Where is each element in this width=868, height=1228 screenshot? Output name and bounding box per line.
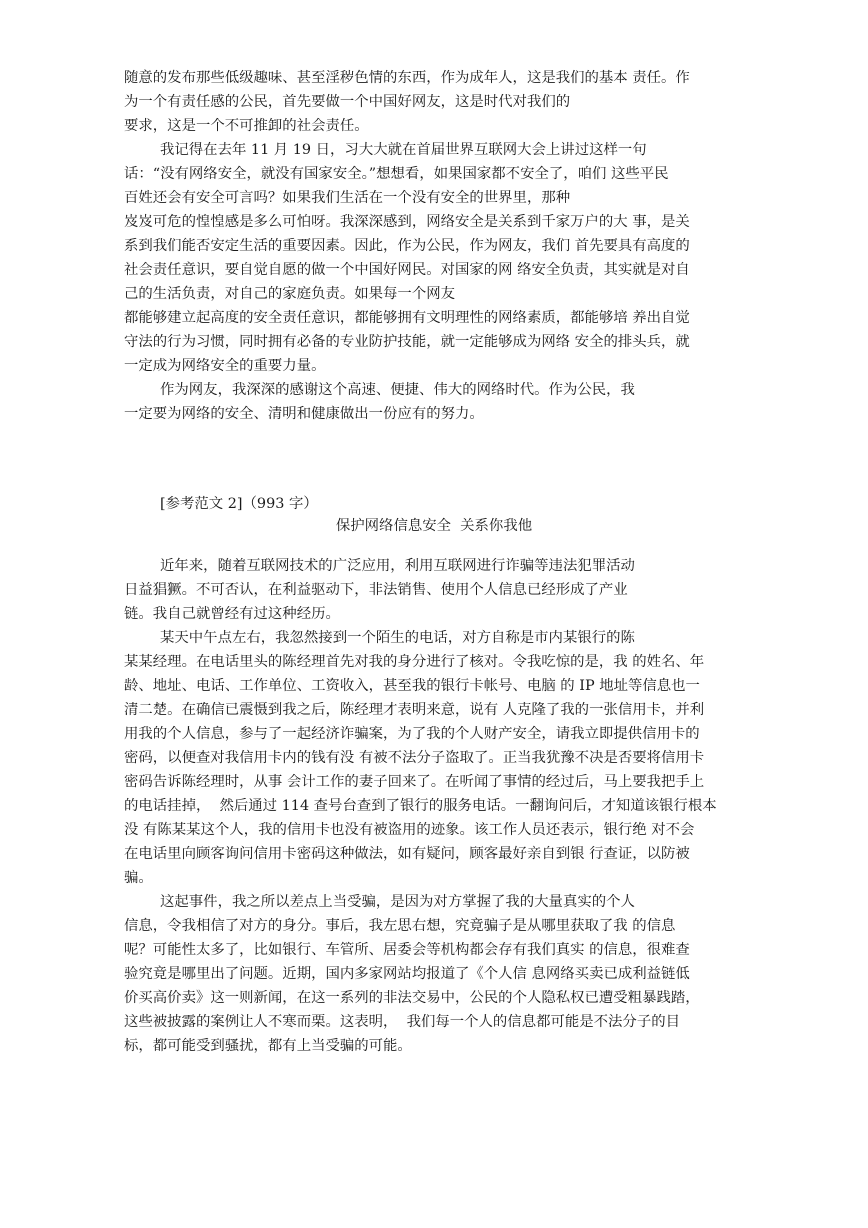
paragraph-line: 清二楚。在确信已震慑到我之后，陈经理才表明来意，说有 人克隆了我的一张信用卡，并利 (124, 702, 705, 718)
paragraph-line: 在电话里向顾客询问信用卡密码这种做法，如有疑问，顾客最好亲自到银 行查证，以防被 (124, 846, 690, 862)
paragraph-line: 系到我们能否安定生活的重要因素。因此，作为公民，作为网友，我们 首先要具有高度的 (124, 238, 690, 254)
paragraph-line: 一定要为网络的安全、清明和健康做出一份应有的努力。 (124, 406, 484, 422)
paragraph-line: 价买高价卖》这一则新闻，在这一系列的非法交易中，公民的个人隐私权已遭受粗暴践踏， (124, 990, 700, 1006)
paragraph-line: 某某经理。在电话里头的陈经理首先对我的身分进行了核对。令我吃惊的是，我 的姓名、年 (124, 654, 705, 670)
paragraph-line: 岌岌可危的惶惶感是多么可怕呀。我深深感到，网络安全是关系到千家万户的大 事，是关 (124, 214, 690, 230)
reference-label: [参考范文 2]（993 字） (160, 496, 318, 512)
paragraph-line: 日益猖獗。不可否认，在利益驱动下，非法销售、使用个人信息已经形成了产业 (124, 582, 628, 598)
paragraph-line: 用我的个人信息，参与了一起经济诈骗案，为了我的个人财产安全，请我立即提供信用卡的 (124, 726, 700, 742)
paragraph-line: 信息，令我相信了对方的身分。事后，我左思右想，究竟骗子是从哪里获取了我 的信息 (124, 918, 676, 934)
essay-title: 保护网络信息安全 关系你我他 (335, 518, 533, 534)
paragraph-line: 社会责任意识，要自觉自愿的做一个中国好网民。对国家的网 络安全负责，其实就是对自 (124, 262, 690, 278)
paragraph-line: 随意的发布那些低级趣味、甚至淫秽色情的东西，作为成年人，这是我们的基本 责任。作 (124, 70, 690, 86)
paragraph-line: 为一个有责任感的公民，首先要做一个中国好网友，这是时代对我们的 (124, 94, 571, 110)
paragraph-line: 没 有陈某某这个人，我的信用卡也没有被盗用的迹象。该工作人员还表示，银行绝 对不会 (124, 822, 695, 838)
paragraph-line: 都能够建立起高度的安全责任意识，都能够拥有文明理性的网络素质，都能够培 养出自觉 (124, 310, 690, 326)
paragraph-line: 守法的行为习惯，同时拥有必备的专业防护技能，就一定能够成为网络 安全的排头兵，就 (124, 334, 690, 350)
paragraph-line: 呢？可能性太多了，比如银行、车管所、居委会等机构都会存有我们真实 的信息，很难查 (124, 942, 690, 958)
paragraph-line: 骗。 (124, 870, 153, 886)
paragraph-line: 百姓还会有安全可言吗？如果我们生活在一个没有安全的世界里，那种 (124, 190, 571, 206)
paragraph-line: 话：“没有网络安全，就没有国家安全。”想想看，如果国家都不安全了，咱们 这些平民 (124, 166, 669, 182)
paragraph-line: 密码，以便查对我信用卡内的钱有没 有被不法分子盗取了。正当我犹豫不决是否要将信用卡 (124, 750, 705, 766)
paragraph-line: 龄、地址、电话、工作单位、工资收入，甚至我的银行卡帐号、电脑 的 IP 地址等信息也一 (124, 678, 700, 694)
paragraph-line: 己的生活负责，对自己的家庭负责。如果每一个网友 (124, 286, 455, 302)
paragraph-line: 要求，这是一个不可推卸的社会责任。 (124, 118, 369, 134)
paragraph-line: 近年来，随着互联网技术的广泛应用，利用互联网进行诈骗等违法犯罪活动 (160, 558, 635, 574)
paragraph-line: 的电话挂掉， 然后通过 114 查号台查到了银行的服务电话。一翻询问后，才知道该银行根本 (124, 798, 717, 814)
paragraph-line: 这起事件，我之所以差点上当受骗，是因为对方掌握了我的大量真实的个人 (160, 894, 635, 910)
paragraph-line: 作为网友，我深深的感谢这个高速、便捷、伟大的网络时代。作为公民，我 (160, 382, 635, 398)
paragraph-line: 密码告诉陈经理时，从事 会计工作的妻子回来了。在听闻了事情的经过后，马上要我把手上 (124, 774, 705, 790)
paragraph-line: 这些被披露的案例让人不寒而栗。这表明， 我们每一个人的信息都可能是不法分子的目 (124, 1014, 680, 1030)
paragraph-line: 某天中午点左右，我忽然接到一个陌生的电话，对方自称是市内某银行的陈 (160, 630, 635, 646)
paragraph-line: 标，都可能受到骚扰，都有上当受骗的可能。 (124, 1038, 412, 1054)
paragraph-line: 我记得在去年 11 月 19 日，习大大就在首届世界互联网大会上讲过这样一句 (160, 142, 647, 158)
paragraph-line: 一定成为网络安全的重要力量。 (124, 358, 326, 374)
paragraph-line: 链。我自己就曾经有过这种经历。 (124, 606, 340, 622)
paragraph-line: 验究竟是哪里出了问题。近期，国内多家网站均报道了《个人信 息网络买卖已成利益链低 (124, 966, 690, 982)
